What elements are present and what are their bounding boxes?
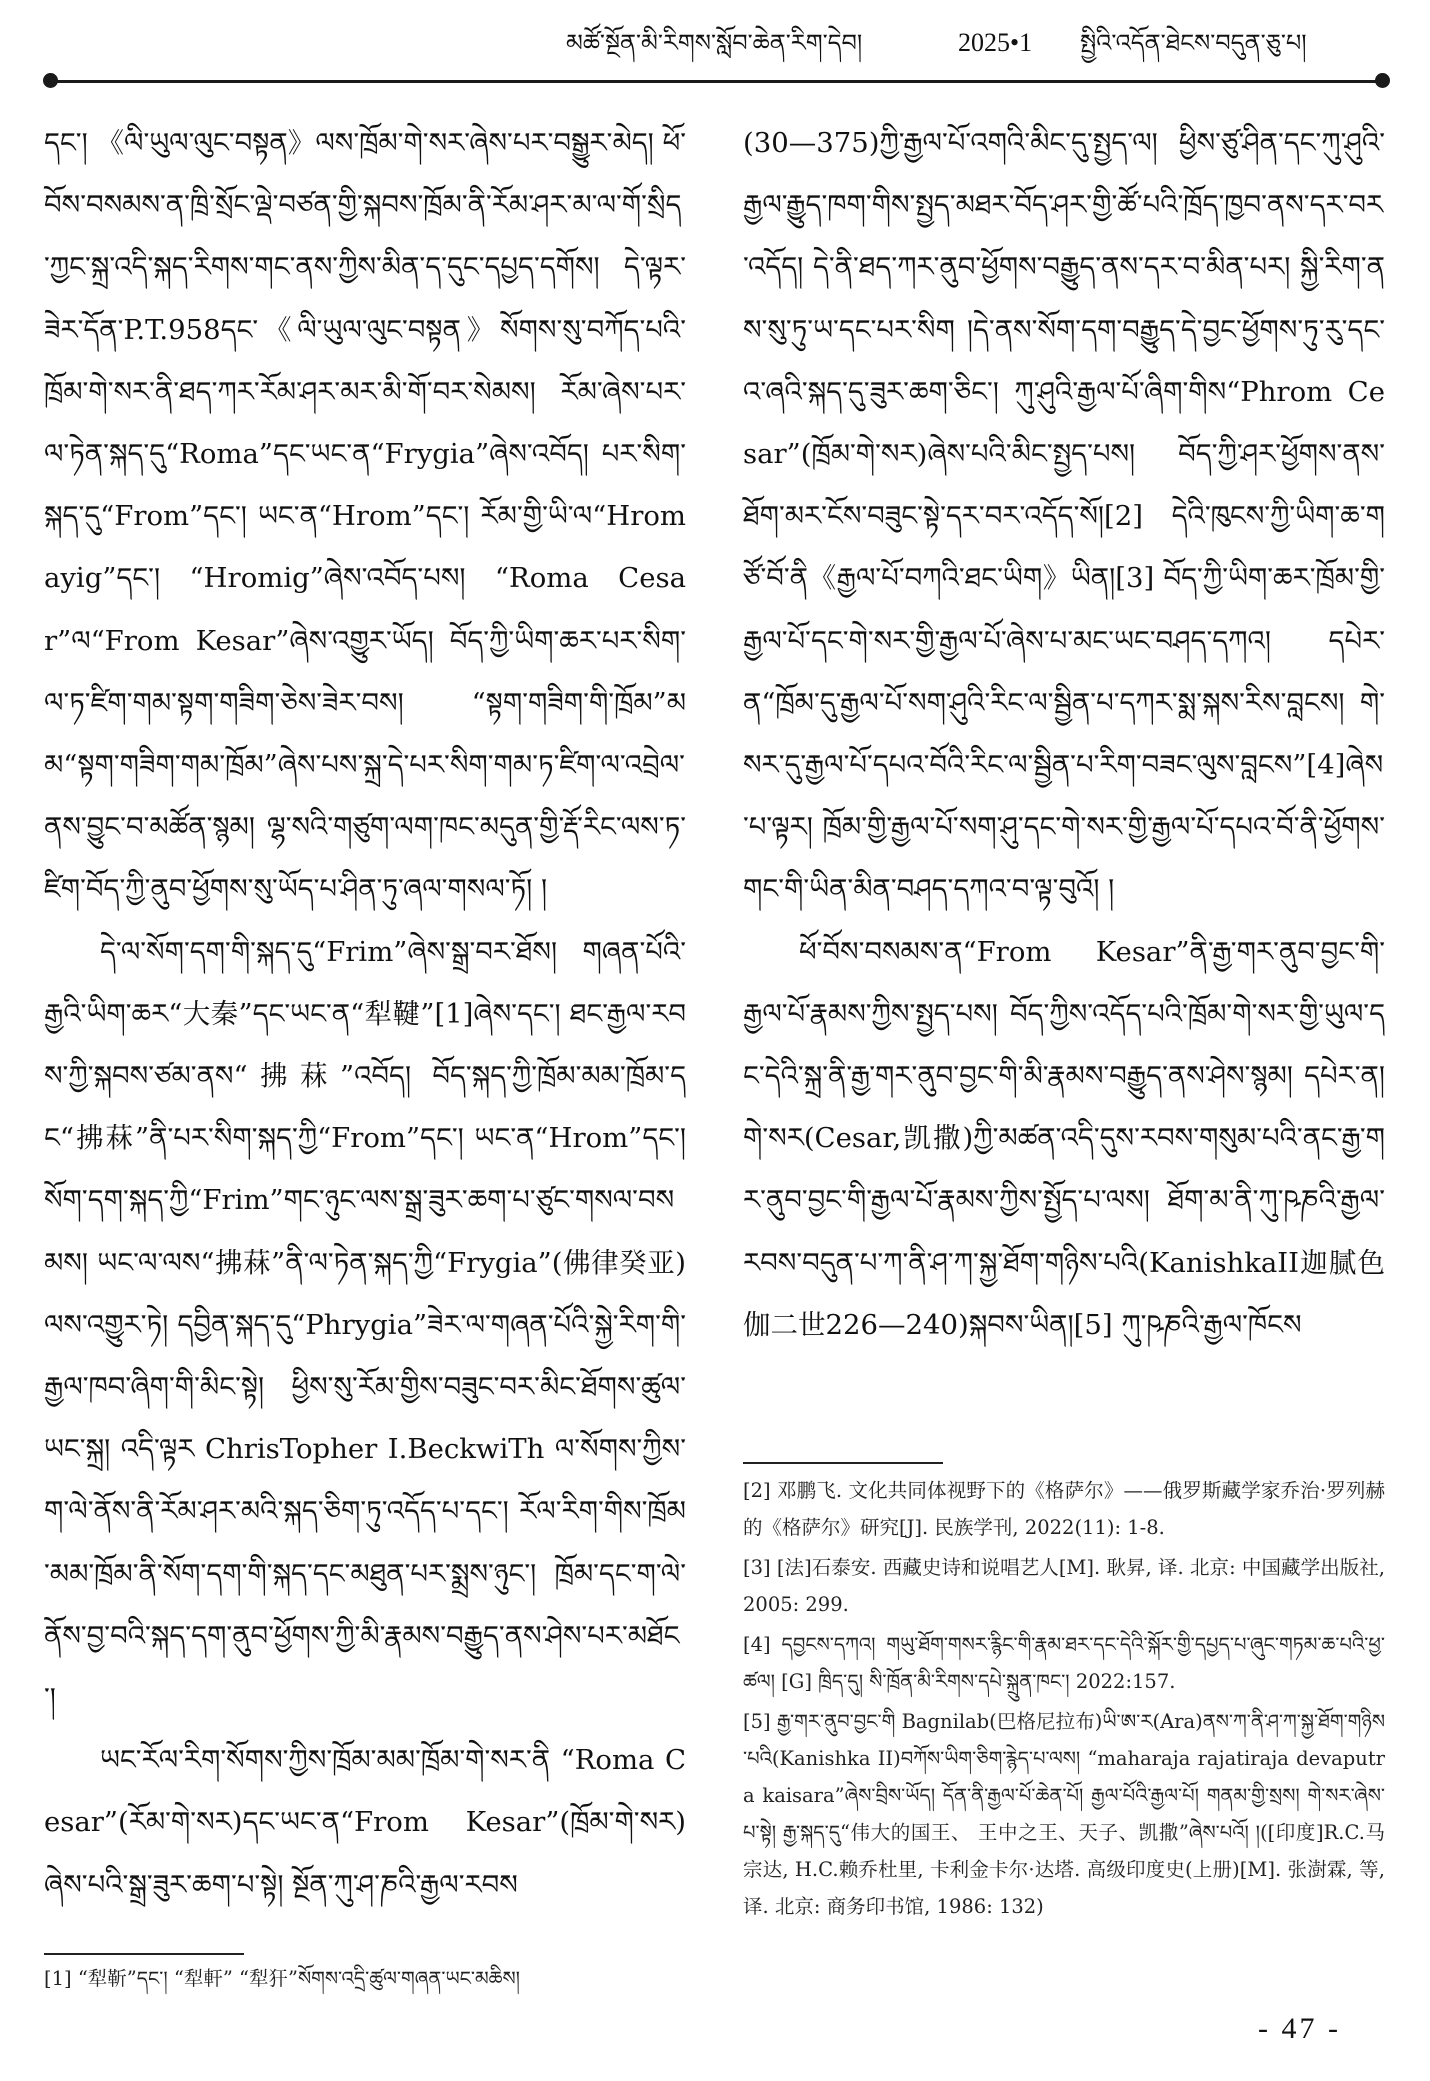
journal-title: མཚོ་སྔོན་མི་རིགས་སློབ་ཆེན་རིག་དེབ།: [566, 29, 863, 57]
footnote: [3] [法]石泰安. 西藏史诗和说唱艺人[M]. 耿昇, 译. 北京: 中国藏学出版社, 2005: 299.: [743, 1556, 1385, 1616]
footnote: [2] 邓鹏飞. 文化共同体视野下的《格萨尔》——俄罗斯藏学家乔治·罗列赫的《格萨尔》研究[J]. 民族学刊, 2022(11): 1-8.: [743, 1479, 1385, 1539]
running-header: [0, 0, 1430, 82]
body-paragraph: (30—375)ཀྱི་རྒྱལ་པོ་འགའི་མིང་དུ་སྤྱད་ལ། ཕྱིས་ཙུ་ཤིན་དང་ཀུ་ཤུའི་རྒྱལ་རྒྱུད་ཁག་གིས་སྤྱད་མཐར་བོད་ཤར་གྱི་ཚོ་པའི་ཁྲོད་ཁྱབ་ནས་དར་བར་འདོད། དེ་ནི་ཐད་ཀར་ནུབ་ཕྱོགས་བརྒྱུད་ནས་དར་བ་མིན་པར། སྐྱི་རིག་ནས་སུ་ཏུ་ཡ་དང་པར་སིག །དེ་ནས་སོག་དག་བརྒྱུད་དེ་བྱང་ཕྱོགས་ཏུ་རུ་དང་འ་ཞའི་སྐད་དུ་ཟུར་ཆག་ཅིང་། ཀུ་ཤུའི་རྒྱལ་པོ་ཞིག་གིས“Phrom Cesar”(ཁྲོམ་གེ་སར)ཞེས་པའི་མིང་སྤྱད་པས། བོད་ཀྱི་ཤར་ཕྱོགས་ནས་ཐོག་མར་ངོས་བཟུང་སྟེ་དར་བར་འདོད་སོ།[2] དེའི་ཁུངས་ཀྱི་ཡིག་ཆ་གཙོ་བོ་ནི《རྒྱལ་པོ་བཀའི་ཐང་ཡིག》ཡིན།[3] བོད་ཀྱི་ཡིག་ཆར་ཁྲོམ་གྱི་རྒྱལ་པོ་དང་གེ་སར་གྱི་རྒྱལ་པོ་ཞེས་པ་མང་ཡང་བཤད་དཀའ། དཔེར་ན“ཁྲོམ་དུ་རྒྱལ་པོ་སག་ཤུའི་རིང་ལ་སྦྱིན་པ་དཀར་སྨ་སྐས་རིས་བླངས། གེ་སར་དུ་རྒྱལ་པོ་དཔའ་བོའི་རིང་ལ་སྦྱིན་པ་རིག་བཟང་ལུས་བླངས”[4]ཞེས་པ་ལྟར། ཁྲོམ་གྱི་རྒྱལ་པོ་སག་ཤུ་དང་གེ་སར་གྱི་རྒྱལ་པོ་དཔའ་བོ་ནི་ཕྱོགས་གང་གི་ཡིན་མིན་བཤད་དཀའ་བ་ལྟ་བུའོ། །: [743, 127, 1385, 906]
left-column: [44, 112, 686, 1942]
footnote: [5] རྒྱ་གར་ནུབ་བྱང་གི Bagnilab(巴格尼拉布)ཡི་ཨ་ར(Ara)ནས་ཀ་ནི་ཤ་ཀ་སྐྱ་ཐོག་གཉིས་པའི(Kanishka II)བཀོས་ཡིག་ཅིག་རྙེད་པ་ལས། “maharaja rajatiraja devaputra kaisara”ཞེས་བྲིས་ཡོད། དོན་ནི་རྒྱལ་པོ་ཆེན་པོ། རྒྱལ་པོའི་རྒྱལ་པོ། གནམ་གྱི་སྲས། གེ་སར་ཞེས་པ་སྟེ། རྒྱ་སྐད་དུ“伟大的国王、 王中之王、天子、凯撒”ཞེས་པའོ། །([印度]R.C.马宗达, H.C.赖乔杜里, 卡利金卡尔·达塔. 高级印度史(上册)[M]. 张澍霖, 等, 译. 北京: 商务印书馆, 1986: 132): [743, 1710, 1385, 1918]
header-rule: [50, 80, 1382, 83]
footnote-separator-right: [743, 1462, 943, 1464]
right-column: [743, 112, 1385, 1442]
issue-series: སྤྱིའི་འདོན་ཐེངས་བདུན་ཅུ་པ།: [1080, 29, 1307, 57]
footnote: [1] “犁靳”དང་། “犁軒” “犁犴”སོགས་འདྲི་ཚུལ་གཞན་ཡང་མཆིས།: [44, 1967, 521, 1990]
issue-number: 2025•1: [958, 28, 1033, 57]
right-footnotes: [743, 1472, 1385, 1928]
header-rule-dot-right: [1375, 73, 1390, 88]
body-paragraph: ཡང་རོལ་རིག་སོགས་ཀྱིས་ཁྲོམ་མམ་ཁྲོམ་གེ་སར་ནི “Roma Cesar”(རོམ་གེ་སར)དང་ཡང་ན“From Kesar”(ཁྲོམ་གེ་སར)ཞེས་པའི་སྒྲ་ཟུར་ཆག་པ་སྟེ། སྔོན་ཀུ་ཤ་ཎའི་རྒྱལ་རབས: [44, 1744, 686, 1901]
left-footnotes: [44, 1960, 686, 2000]
body-paragraph: ཕོ་བོས་བསམས་ན“From Kesar”ནི་རྒྱ་གར་ནུབ་བྱང་གི་རྒྱལ་པོ་རྣམས་ཀྱིས་སྤྱད་པས། བོད་ཀྱིས་འདོད་པའི་ཁྲོམ་གེ་སར་གྱི་ཡུལ་དང་དེའི་སྐྲ་ནི་རྒྱ་གར་ནུབ་བྱང་གི་མི་རྣམས་བརྒྱུད་ནས་ཤེས་སྙམ། དཔེར་ན། གེ་སར(Cesar,凯撒)ཀྱི་མཚན་འདི་དུས་རབས་གསུམ་པའི་ནང་རྒྱ་གར་ནུབ་བྱང་གི་རྒྱལ་པོ་རྣམས་ཀྱིས་སྤྱོད་པ་ལས། ཐོག་མ་ནི་ཀུ་ཥཎའི་རྒྱལ་རབས་བདུན་པ་ཀ་ནི་ཤ་ཀ་སྐྱ་ཐོག་གཉིས་པའི(KanishkaII迦腻色伽二世226—240)སྐབས་ཡིན།[5] ཀུ་ཥཎའི་རྒྱལ་ཁོངས: [743, 935, 1385, 1341]
body-paragraph: དང་། 《ལི་ཡུལ་ལུང་བསྟན》ལས་ཁྲོམ་གེ་སར་ཞེས་པར་བསྒྱུར་མེད། ཕོ་བོས་བསམས་ན་ཁྲི་སྲོང་ལྡེ་བཙན་གྱི་སྐབས་ཁྲོམ་ནི་རོམ་ཤར་མ་ལ་གོ་སྲིད་ཀྱང་སྐྲ་འདི་སྐད་རིགས་གང་ནས་ཀྱིས་མིན་ད་དུང་དཔྱད་དགོས། དེ་ལྟར་ཟེར་དོན་P.T.958དང་《ལི་ཡུལ་ལུང་བསྟན》སོགས་སུ་བཀོད་པའི་ཁྲོམ་གེ་སར་ནི་ཐད་ཀར་རོམ་ཤར་མར་མི་གོ་བར་སེམས། རོམ་ཞེས་པར་ལ་ཏེན་སྐད་དུ“Roma”དང་ཡང་ན“Frygia”ཞེས་འབོད། པར་སིག་སྐད་དུ“From”དང་། ཡང་ན“Hrom”དང་། རོམ་གྱི་ཡི་ལ“Hromayig”དང་། “Hromig”ཞེས་འབོད་པས། “Roma Cesar”ལ“From Kesar”ཞེས་འགྱུར་ཡོད། བོད་ཀྱི་ཡིག་ཆར་པར་སིག་ལ་ཏ་ཛིག་གམ་སྟག་གཟིག་ཅེས་ཟེར་བས། “སྟག་གཟིག་གི་ཁྲོམ”མམ“སྟག་གཟིག་གམ་ཁྲོམ”ཞེས་པས་སྐྲ་དེ་པར་སིག་གམ་ཏ་ཛིག་ལ་འབྲེལ་ནས་བྱུང་བ་མཚོན་སྙམ། ལྷ་སའི་གཙུག་ལག་ཁང་མདུན་གྱི་རྡོ་རིང་ལས་ཏ་ཛིག་བོད་ཀྱི་ནུབ་ཕྱོགས་སུ་ཡོད་པ་ཤིན་ཏུ་ཞལ་གསལ་ཏོ། །: [44, 127, 686, 906]
footnote-separator-left: [44, 1953, 244, 1955]
body-paragraph: དེ་ལ་སོག་དག་གི་སྐད་དུ“Frim”ཞེས་སྒྲ་བར་ཐོས། གཞན་པོའི་རྒྱའི་ཡིག་ཆར“大秦”དང་ཡང་ན“犁鞬”[1]ཞེས་དང་། ཐང་རྒྱལ་རབས་ཀྱི་སྐབས་ཙམ་ནས“拂菻”འབོད། བོད་སྐད་ཀྱི་ཁྲོམ་མམ་ཁྲོམ་དང“拂菻”ནི་པར་སིག་སྐད་ཀྱི“From”དང་། ཡང་ན“Hrom”དང་། སོག་དག་སྐད་ཀྱི“Frim”གང་ཉུང་ལས་སྒྲ་ཟུར་ཆག་པ་ཙུང་གསལ་བསམས། ཡང་ལ་ལས“拂菻”ནི་ལ་ཏེན་སྐད་ཀྱི“Frygia”(佛律癸亚)ལས་འགྱུར་ཏེ། དབྱིན་སྐད་དུ“Phrygia”ཟེར་ལ་གཞན་པོའི་སྐྱེ་རིག་གི་རྒྱལ་ཁབ་ཞིག་གི་མིང་སྟེ། ཕྱིས་སུ་རོམ་གྱིས་བཟུང་བར་མིང་ཐོགས་ཚུལ་ཡང་སྐྲ། འདི་ལྟར ChrisTopher I.BeckwiTh ལ་སོགས་ཀྱིས་ག་ལེ་ནོས་ནི་རོམ་ཤར་མའི་སྐད་ཅིག་ཏུ་འདོད་པ་དང་། རོལ་རིག་གིས་ཁྲོམ་མམ་ཁྲོམ་ནི་སོག་དག་གི་སྐད་དང་མཐུན་པར་སྨྲས་ཉུང་། ཁྲོམ་དང་ག་ལེ་ནོས་བྱ་བའི་སྐད་དག་ནུབ་ཕྱོགས་ཀྱི་མི་རྣམས་བརྒྱུད་ནས་ཤེས་པར་མཐོང་།: [44, 935, 686, 1715]
footnote: [4] དབྱངས་དཀའ། གཡུ་ཐོག་གསར་རྙིང་གི་རྣམ་ཐར་དང་དེའི་སྐོར་གྱི་དཔྱད་པ་ཞུང་གཏམ་ཆ་པའི་ཕྱ་ཚལ། [G] ཁྲིད་དུ། སི་ཁྲོན་མི་རིགས་དཔེ་སྐྲུན་ཁང་། 2022:157.: [743, 1633, 1385, 1693]
header-rule-dot-left: [43, 73, 58, 88]
page-number: - 47 -: [1258, 2012, 1341, 2045]
